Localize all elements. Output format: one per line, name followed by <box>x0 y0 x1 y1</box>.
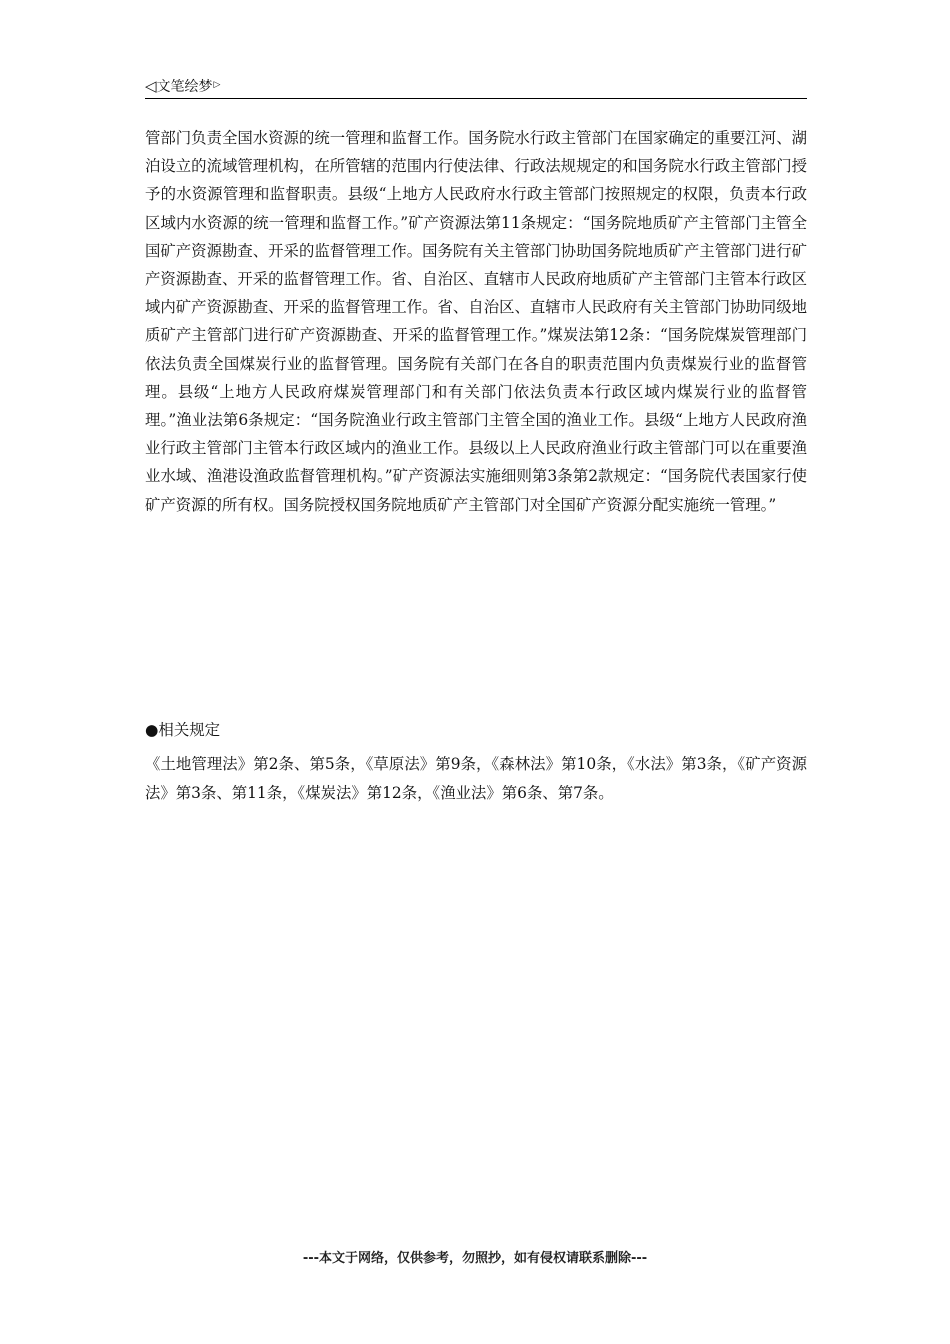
left-triangle-icon: ◁ <box>145 77 157 95</box>
header-title <box>145 75 220 97</box>
page-footer-notice: ---本文于网络，仅供参考，勿照抄，如有侵权请联系删除--- <box>302 1251 648 1266</box>
right-triangle-icon: ▷ <box>213 80 221 90</box>
section-heading-related: ●相关规定 <box>145 721 220 739</box>
body-paragraph: 管部门负责全国水资源的统一管理和监督工作。国务院水行政主管部门在国家确定的重要江河、湖泊设立的流域管理机构，在所管辖的范围内行使法律、行政法规规定的和国务院水行政主管部门授予的水资源管理和监督职责。县级“上地方人民政府水行政主管部门按照规定的权限，负责本行政区域内水资源的统一管理和监督工作。”矿产资源法第11条规定：“国务院地质矿产主管部门主管全国矿产资源勘查、开采的监督管理工作。国务院有关主管部门协助国务院地质矿产主管部门进行矿产资源勘查、开采的监督管理工作。省、自治区、直辖市人民政府地质矿产主管部门主管本行政区域内矿产资源勘查、开采的监督管理工作。省、自治区、直辖市人民政府有关主管部门协助同级地质矿产主管部门进行矿产资源勘查、开采的监督管理工作。”煤炭法第12条：“国务院煤炭管理部门依法负责全国煤炭行业的监督管理。国务院有关部门在各自的职责范围内负责煤炭行业的监督管理。县级“上地方人民政府煤炭管理部门和有关部门依法负责本行政区域内煤炭行业的监督管理。”渔业法第6条规定：“国务院渔业行政主管部门主管全国的渔业工作。县级“上地方人民政府渔业行政主管部门主管本行政区域内的渔业工作。县级以上人民政府渔业行政主管部门可以在重要渔业水域、渔港设渔政监督管理机构。”矿产资源法实施细则第3条第2款规定：“国务院代表国家行使矿产资源的所有权。国务院授权国务院地质矿产主管部门对全国矿产资源分配实施统一管理。” <box>145 129 807 514</box>
header-title-text: 文笔绘梦 <box>156 79 213 95</box>
related-laws-paragraph: 《土地管理法》第2条、第5条，《草原法》第9条，《森林法》第10条，《水法》第3条，《矿产资源法》第3条、第11条，《煤炭法》第12条，《渔业法》第6条、第7条。 <box>145 755 807 802</box>
page-header <box>145 74 807 99</box>
